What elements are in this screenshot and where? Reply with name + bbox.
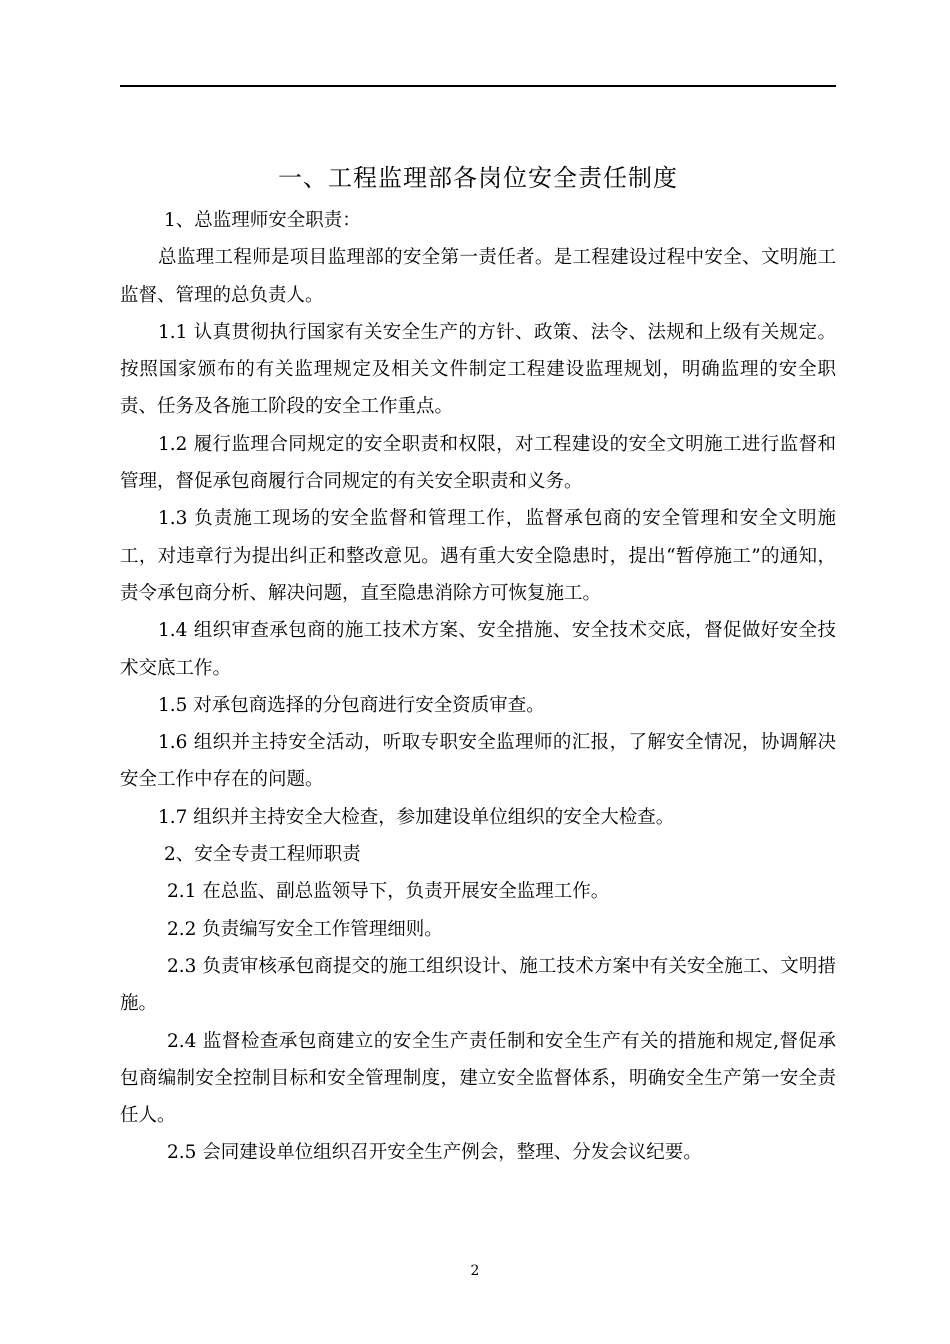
- paragraph: 2.3 负责审核承包商提交的施工组织设计、施工技术方案中有关安全施工、文明措施。: [120, 955, 836, 1015]
- paragraph: 2.4 监督检查承包商建立的安全生产责任制和安全生产有关的措施和规定,督促承包商编制安全控制目标和安全管理制度，建立安全监督体系，明确安全生产第一安全责任人。: [120, 1030, 836, 1127]
- paragraph: 1.5 对承包商选择的分包商进行安全资质审查。: [158, 694, 545, 716]
- paragraph: 总监理工程师是项目监理部的安全第一责任者。是工程建设过程中安全、文明施工监督、管理的总负责人。: [120, 247, 836, 306]
- section-2-heading: 2、安全专责工程师职责: [164, 844, 361, 866]
- paragraph: 1.1 认真贯彻执行国家有关安全生产的方针、政策、法令、法规和上级有关规定。按照国家颁布的有关监理规定及相关文件制定工程建设监理规划，明确监理的安全职责、任务及各施工阶段的安全工作重点。: [120, 321, 836, 418]
- page-number: 2: [470, 1263, 480, 1279]
- paragraph: 1.7 组织并主持安全大检查，参加建设单位组织的安全大检查。: [158, 806, 675, 828]
- document-title: 一、工程监理部各岗位安全责任制度: [278, 164, 678, 192]
- paragraph: 2.5 会同建设单位组织召开安全生产例会，整理、分发会议纪要。: [167, 1142, 702, 1164]
- document-body: [120, 202, 836, 1172]
- paragraph: 1.4 组织审查承包商的施工技术方案、安全措施、安全技术交底，督促做好安全技术交底工作。: [120, 620, 836, 679]
- header-rule: [120, 85, 836, 87]
- paragraph: 1.3 负责施工现场的安全监督和管理工作，监督承包商的安全管理和安全文明施工，对违章行为提出纠正和整改意见。遇有重大安全隐患时，提出“暂停施工”的通知，责令承包商分析、解决问题，直至隐患消除方可恢复施工。: [120, 508, 836, 604]
- paragraph: 2.1 在总监、副总监领导下，负责开展安全监理工作。: [167, 881, 610, 903]
- paragraph: 1.6 组织并主持安全活动，听取专职安全监理师的汇报，了解安全情况，协调解决安全工作中存在的问题。: [120, 732, 836, 791]
- section-1-heading: 1、总监理师安全职责：: [164, 210, 361, 231]
- paragraph: 1.2 履行监理合同规定的安全职责和权限，对工程建设的安全文明施工进行监督和管理，督促承包商履行合同规定的有关安全职责和义务。: [120, 433, 836, 493]
- paragraph: 2.2 负责编写安全工作管理细则。: [167, 918, 443, 940]
